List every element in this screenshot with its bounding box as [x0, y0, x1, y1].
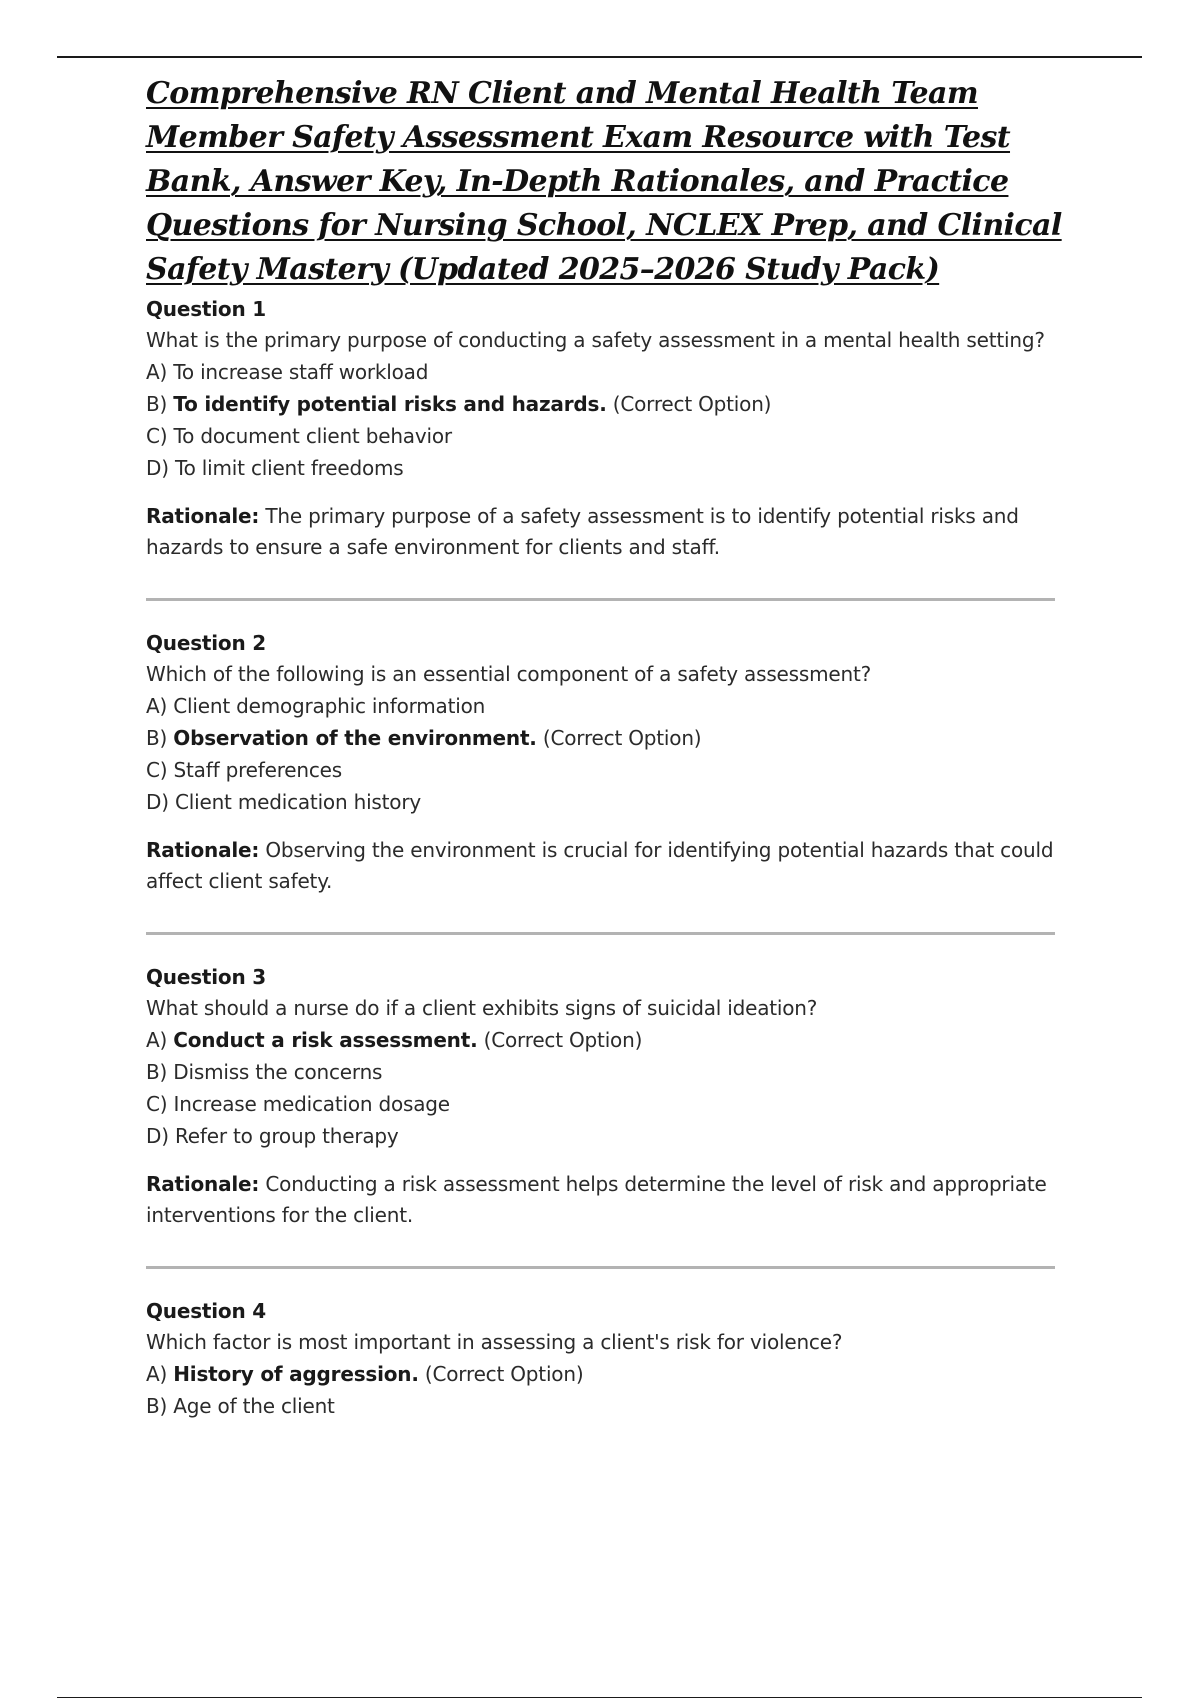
top-rule: [57, 56, 1142, 58]
correct-option-text: Conduct a risk assessment.: [173, 1028, 478, 1052]
option-text: Staff preferences: [173, 758, 342, 782]
rationale-label: Rationale:: [146, 504, 260, 528]
answer-option: [146, 1088, 1066, 1120]
answer-option: [146, 1024, 1066, 1056]
option-letter: D): [146, 456, 169, 480]
option-letter: B): [146, 1394, 168, 1418]
document-body: [146, 72, 1066, 1422]
question-text: Which factor is most important in assessing a client's risk for violence?: [146, 1330, 843, 1354]
option-letter: A): [146, 1028, 168, 1052]
correct-option-marker: (Correct Option): [424, 1362, 584, 1386]
answer-option: [146, 690, 1066, 722]
answer-option: [146, 356, 1066, 388]
rationale-text: The primary purpose of a safety assessment is to identify potential risks and hazards to ensure a safe environment for clients and staff.: [146, 504, 1019, 559]
option-text: To limit client freedoms: [174, 456, 404, 480]
question-text: What should a nurse do if a client exhibits signs of suicidal ideation?: [146, 996, 818, 1020]
correct-option-marker: (Correct Option): [612, 392, 772, 416]
option-text: To increase staff workload: [173, 360, 429, 384]
answer-options: [146, 690, 1066, 818]
correct-option-marker: (Correct Option): [483, 1028, 643, 1052]
answer-option: [146, 452, 1066, 484]
rationale: [146, 835, 1066, 897]
option-letter: B): [146, 726, 168, 750]
answer-option: [146, 1056, 1066, 1088]
rationale-text: Conducting a risk assessment helps determine the level of risk and appropriate interventions for the client.: [146, 1172, 1047, 1227]
answer-option: [146, 754, 1066, 786]
question-block: [146, 294, 1066, 563]
correct-option-marker: (Correct Option): [542, 726, 702, 750]
question-divider: [146, 598, 1055, 601]
option-letter: A): [146, 360, 168, 384]
answer-option: [146, 388, 1066, 420]
question-block: [146, 1296, 1066, 1422]
answer-options: [146, 1024, 1066, 1152]
question-heading: Question 2: [146, 631, 266, 655]
correct-option-text: Observation of the environment.: [173, 726, 537, 750]
question-heading: Question 3: [146, 965, 266, 989]
correct-option-text: To identify potential risks and hazards.: [173, 392, 607, 416]
question-heading: Question 4: [146, 1299, 266, 1323]
option-letter: D): [146, 1124, 169, 1148]
question-heading: Question 1: [146, 297, 266, 321]
question-text: Which of the following is an essential component of a safety assessment?: [146, 662, 872, 686]
rationale: [146, 501, 1066, 563]
option-letter: D): [146, 790, 169, 814]
option-text: Client demographic information: [173, 694, 486, 718]
answer-options: [146, 1358, 1066, 1422]
bottom-rule: [57, 1697, 1142, 1698]
option-text: Dismiss the concerns: [173, 1060, 383, 1084]
document-title: Comprehensive RN Client and Mental Health Team Member Safety Assessment Exam Resource with Test Bank, Answer Key, In-Depth Rationales, and Practice Questions for Nursing School, NCLEX Prep, and Clinical Safety Mastery (Updated 2025–2026 Study Pack): [146, 76, 1062, 287]
question-block: [146, 962, 1066, 1231]
option-text: To document client behavior: [173, 424, 452, 448]
correct-option-text: History of aggression.: [173, 1362, 419, 1386]
option-letter: C): [146, 424, 168, 448]
answer-option: [146, 1120, 1066, 1152]
option-text: Client medication history: [174, 790, 421, 814]
answer-option: [146, 1358, 1066, 1390]
answer-options: [146, 356, 1066, 484]
answer-option: [146, 1390, 1066, 1422]
question-block: [146, 628, 1066, 897]
option-letter: C): [146, 1092, 168, 1116]
option-letter: C): [146, 758, 168, 782]
option-letter: A): [146, 1362, 168, 1386]
option-text: Age of the client: [173, 1394, 335, 1418]
answer-option: [146, 420, 1066, 452]
answer-option: [146, 786, 1066, 818]
answer-option: [146, 722, 1066, 754]
rationale-label: Rationale:: [146, 838, 260, 862]
option-letter: B): [146, 392, 168, 416]
question-divider: [146, 932, 1055, 935]
option-letter: A): [146, 694, 168, 718]
question-text: What is the primary purpose of conducting a safety assessment in a mental health setting?: [146, 328, 1045, 352]
option-text: Refer to group therapy: [174, 1124, 399, 1148]
rationale-text: Observing the environment is crucial for identifying potential hazards that could affect client safety.: [146, 838, 1054, 893]
option-text: Increase medication dosage: [173, 1092, 450, 1116]
question-list: [146, 294, 1066, 1422]
question-divider: [146, 1266, 1055, 1269]
rationale: [146, 1169, 1066, 1231]
option-letter: B): [146, 1060, 168, 1084]
rationale-label: Rationale:: [146, 1172, 260, 1196]
